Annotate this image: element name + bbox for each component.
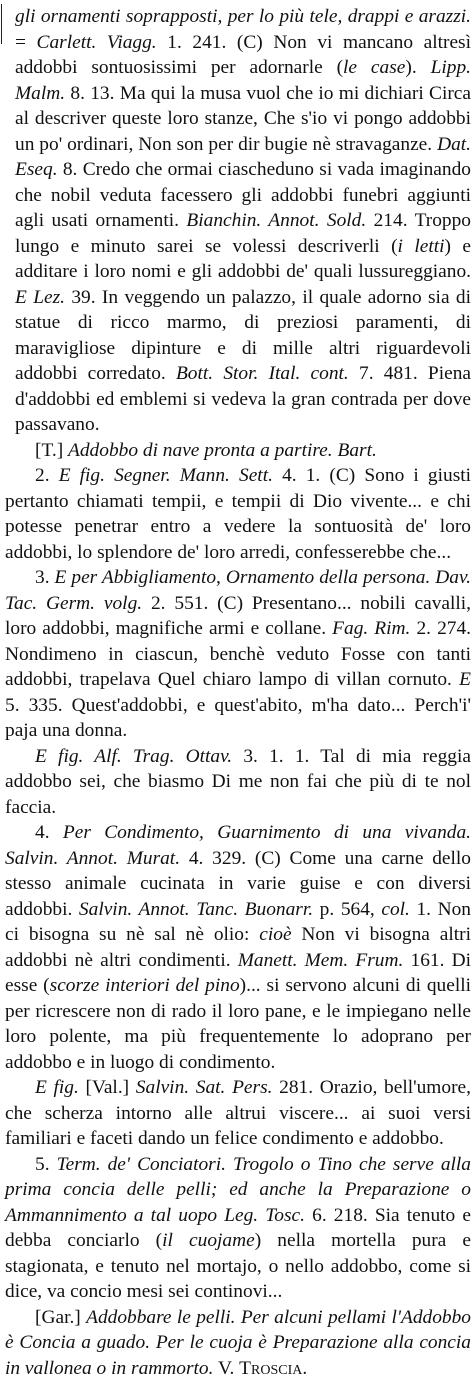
italic-text-segment: i letti xyxy=(398,236,445,257)
text-segment: 4. 1. (C) Sono i giusti pertanto chiamati tempii, e tempii di Dio vivente... e chi potesse penetrar entro a vedere la sontuosità de' loro addobbi, lo splendore de' loro arredi, confesserebbe che... xyxy=(5,465,471,563)
italic-text-segment: Addobbare le pelli. Per alcuni pellami l'Addobbo è Concia a guado. Per le cuoja è Preparazione alla concia in vallonea o in rammorto. xyxy=(5,1307,471,1379)
dictionary-entry xyxy=(5,463,471,565)
text-segment: 6. 218. Sia tenuto e debba conciarlo ( xyxy=(5,1205,471,1252)
text-segment: 3. xyxy=(35,567,55,588)
italic-text-segment: Manett. Mem. Frum. xyxy=(238,950,404,971)
italic-text-segment: Per Condimento, Guarnimento di una vivanda. Salvin. Annot. Murat. xyxy=(5,822,471,869)
text-segment: 214. Troppo lungo e minuto sarei se volessi descriverli ( xyxy=(15,210,471,257)
dictionary-entry xyxy=(5,820,471,1075)
italic-text-segment: Term. de' Conciatori. Trogolo o Tino che serve alla prima concia delle pelli; ed anche la Preparazione o Ammannimento a tal uopo Leg. Tosc. xyxy=(5,1154,471,1226)
text-segment: V. xyxy=(213,1358,239,1379)
text-segment: [Val.] xyxy=(79,1077,136,1098)
text-segment: 2. 274. Nondimeno in ciascun, benchè veduto Fosse con tanti addobbi, trapelava Quel chiaro lampo di villan cornuto. xyxy=(5,618,471,690)
column-rule xyxy=(1,4,2,44)
italic-text-segment: Salvin. Sat. Pers. xyxy=(136,1077,273,1098)
dictionary-entry xyxy=(5,1152,471,1305)
italic-text-segment: E fig. Segner. Mann. Sett. xyxy=(59,465,273,486)
italic-text-segment: Lipp. Malm. xyxy=(15,57,471,104)
italic-text-segment: Salvin. Annot. Tanc. Buonarr. xyxy=(79,899,313,920)
italic-text-segment: Bianchin. Annot. Sold. xyxy=(186,210,366,231)
text-segment: [T.] xyxy=(35,440,68,461)
italic-text-segment: scorze interiori del pino xyxy=(50,975,240,996)
text-segment: ) nella mortella pura e stagionata, e tenuto nel mortajo, o nello addobbo, come si dice, va concio mesi sei continovi... xyxy=(5,1230,471,1302)
text-segment: Non vi bisogna altri addobbi nè altri condimenti. xyxy=(5,924,471,971)
entry-list xyxy=(5,4,471,1381)
text-segment: 5. 335. Quest'addobbi, e quest'abito, m'ha dato... Perch'i' paja una donna. xyxy=(5,695,471,742)
text-segment: Troscia xyxy=(239,1358,302,1379)
text-segment: = xyxy=(15,32,37,53)
italic-text-segment: E xyxy=(459,669,471,690)
text-segment: 281. Orazio, bell'umore, che scherza intorno alle altrui viscere... ai suoi versi familiari e faceti dando un felice condimento e addobbo. xyxy=(5,1077,471,1149)
text-segment: 8. Credo che ormai ciascheduno si vada imaginando che nobil veduta facessero gli addobbi funebri aggiunti agli usati ornamenti. xyxy=(15,159,471,231)
text-segment: 3. 1. 1. Tal di mia reggia addobbo sei, che biasmo Di me non fai che più di te nol faccia. xyxy=(5,746,471,818)
italic-text-segment: E Lez. xyxy=(15,287,65,308)
text-segment: 4. 329. (C) Come una carne dello stesso animale cucinata in varie guise e con diversi addobbi. xyxy=(5,848,471,920)
text-segment: 7. 481. Piena d'addobbi ed emblemi si vedeva la gran contrada per dove passavano. xyxy=(15,363,471,435)
text-segment: ). xyxy=(405,57,430,78)
text-segment: ) e additare i loro nomi e gli addobbi de' quali lussureggiano. xyxy=(15,236,471,283)
dictionary-entry xyxy=(5,1075,471,1152)
text-segment: 1. 241. (C) Non vi mancano altresì addobbi sontuosissimi per adornarle ( xyxy=(15,32,471,79)
italic-text-segment: E per Abbigliamento, Ornamento della persona. Dav. Tac. Germ. volg. xyxy=(5,567,471,614)
dictionary-entry xyxy=(5,744,471,821)
text-segment: [Gar.] xyxy=(35,1307,86,1328)
text-segment: p. 564, xyxy=(313,899,381,920)
italic-text-segment: gli ornamenti soprapposti, per lo più tele, drappi e arazzi. xyxy=(15,6,471,27)
dictionary-entry xyxy=(5,565,471,744)
text-segment: )... si servono alcuni di quelli per ricrescere non di rado il loro pane, e le impiegano nelle loro polente, ma più frequentemente lo adoprano per addobbo e in luogo di condimento. xyxy=(5,975,471,1073)
text-segment: 161. Di esse ( xyxy=(5,950,471,997)
text-segment: . xyxy=(302,1358,307,1379)
dictionary-entry xyxy=(5,438,471,464)
text-segment: 2. 551. (C) Presentano... nobili cavalli, loro addobbi, magnifiche armi e collane. xyxy=(5,593,471,640)
text-segment: 8. 13. Ma qui la musa vuol che io mi dichiari Circa al descriver queste loro stanze, Che s'io vi pongo addobbi un po' ordinari, Non son per dir bugie nè stravaganze. xyxy=(15,83,471,155)
italic-text-segment: cioè xyxy=(259,924,291,945)
text-segment: 1. Non ci bisogna su nè sal nè olio: xyxy=(5,899,471,946)
italic-text-segment: le case xyxy=(343,57,405,78)
dictionary-entry xyxy=(5,1305,471,1381)
italic-text-segment: Carlett. Viagg. xyxy=(37,32,157,53)
italic-text-segment: col. xyxy=(381,899,410,920)
text-segment: 5. xyxy=(35,1154,57,1175)
text-segment: 2. xyxy=(35,465,59,486)
text-segment: 4. xyxy=(35,822,63,843)
text-segment: 39. In veggendo un palazzo, il quale adorno sia di statue di ricco marmo, di preziosi paramenti, di maravigliose dipinture e di mille altri riguardevoli addobbi corredato. xyxy=(15,287,471,385)
italic-text-segment: E fig. xyxy=(35,1077,79,1098)
dictionary-entry xyxy=(5,4,471,438)
italic-text-segment: il cuojame xyxy=(162,1230,255,1251)
italic-text-segment: Dat. Eseq. xyxy=(15,134,471,181)
italic-text-segment: Addobbo di nave pronta a partire. Bart. xyxy=(68,440,377,461)
italic-text-segment: E fig. Alf. Trag. Ottav. xyxy=(35,746,232,767)
italic-text-segment: Bott. Stor. Ital. cont. xyxy=(176,363,349,384)
italic-text-segment: Fag. Rim. xyxy=(332,618,410,639)
